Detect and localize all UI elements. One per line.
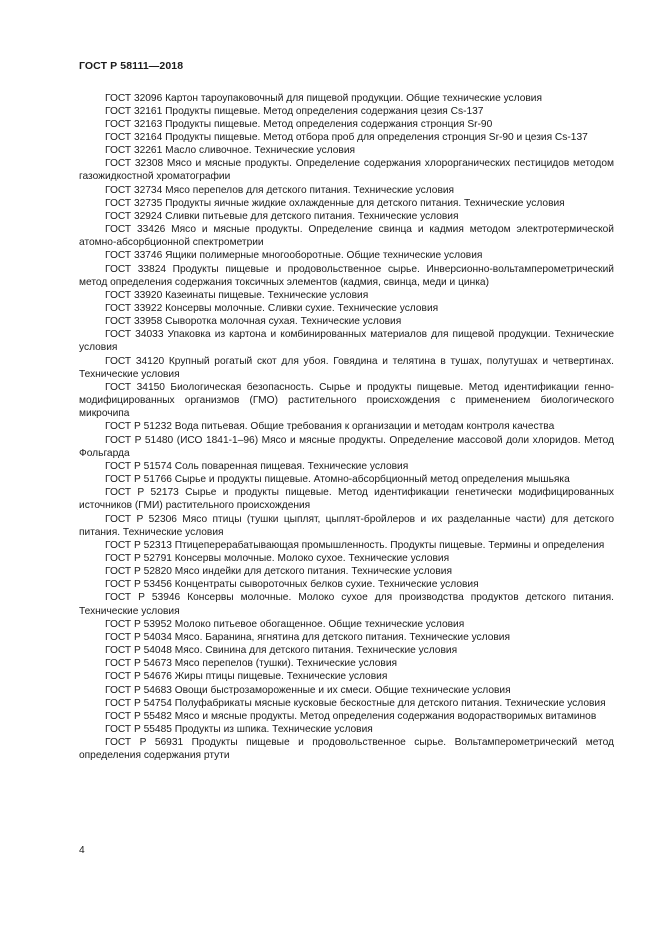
reference-entry: ГОСТ Р 53952 Молоко питьевое обогащенное. Общие технические условия bbox=[105, 618, 465, 630]
reference-entry: ГОСТ 32261 Масло сливочное. Технические условия bbox=[105, 145, 356, 157]
reference-entry: ГОСТ Р 54754 Полуфабрикаты мясные кусковые бескостные для детского питания. Технические условия bbox=[105, 697, 606, 709]
reference-entry: ГОСТ 34150 Биологическая безопасность. Сырье и продукты пищевые. Метод идентификации генно-модифицированных организмов (ГМО) растительного происхождения с применением биологического микрочипа bbox=[79, 381, 614, 420]
reference-entry: ГОСТ Р 52791 Консервы молочные. Молоко сухое. Технические условия bbox=[105, 552, 450, 564]
page-header: ГОСТ Р 58111—2018 bbox=[79, 60, 184, 72]
reference-entry: ГОСТ Р 51574 Соль поваренная пищевая. Технические условия bbox=[105, 460, 409, 472]
reference-entry: ГОСТ 32164 Продукты пищевые. Метод отбора проб для определения стронция Sr-90 и цезия Cs-137 bbox=[105, 131, 588, 143]
reference-entry: ГОСТ Р 54048 Мясо. Свинина для детского питания. Технические условия bbox=[105, 645, 458, 657]
reference-entry: ГОСТ Р 52306 Мясо птицы (тушки цыплят, цыплят-бройлеров и их разделанные части) для детского питания. Технические условия bbox=[79, 513, 614, 538]
reference-entry: ГОСТ 34120 Крупный рогатый скот для убоя. Говядина и телятина в тушах, полутушах и четвертинах. Технические условия bbox=[79, 355, 614, 380]
reference-entry: ГОСТ Р 52173 Сырье и продукты пищевые. Метод идентификации генетически модифицированных источников (ГМИ) растительного происхождения bbox=[79, 487, 614, 512]
reference-entry: ГОСТ 33958 Сыворотка молочная сухая. Технические условия bbox=[105, 316, 402, 328]
reference-entry: ГОСТ Р 54034 Мясо. Баранина, ягнятина для детского питания. Технические условия bbox=[105, 631, 510, 643]
reference-entry: ГОСТ 33746 Ящики полимерные многооборотные. Общие технические условия bbox=[105, 250, 483, 262]
reference-entry: ГОСТ Р 53456 Концентраты сывороточных белков сухие. Технические условия bbox=[105, 579, 479, 591]
reference-entry: ГОСТ Р 51480 (ИСО 1841-1–96) Мясо и мясные продукты. Определение массовой доли хлоридов. Метод Фольгарда bbox=[79, 434, 614, 459]
reference-entry: ГОСТ Р 54683 Овощи быстрозамороженные и их смеси. Общие технические условия bbox=[105, 684, 511, 696]
reference-entry: ГОСТ Р 51766 Сырье и продукты пищевые. Атомно-абсорбционный метод определения мышьяка bbox=[105, 474, 570, 486]
reference-entry: ГОСТ 33824 Продукты пищевые и продовольственное сырье. Инверсионно-вольтамперометрический метод определения содержания токсичных элементов (кадмия, свинца, меди и цинка) bbox=[79, 263, 614, 288]
reference-entry: ГОСТ Р 54673 Мясо перепелов (тушки). Технические условия bbox=[105, 658, 398, 670]
reference-entry: ГОСТ 32734 Мясо перепелов для детского питания. Технические условия bbox=[105, 184, 455, 196]
reference-entry: ГОСТ Р 56931 Продукты пищевые и продовольственное сырье. Вольтамперометрический метод определения содержания ртути bbox=[79, 737, 614, 762]
reference-entry: ГОСТ 34033 Упаковка из картона и комбинированных материалов для пищевой продукции. Технические условия bbox=[79, 329, 614, 354]
reference-entry: ГОСТ Р 55485 Продукты из шпика. Технические условия bbox=[105, 724, 373, 735]
reference-entry: ГОСТ Р 55482 Мясо и мясные продукты. Метод определения содержания водорастворимых витаминов bbox=[105, 710, 597, 722]
page-number: 4 bbox=[79, 845, 85, 856]
reference-entry: ГОСТ 33920 Казеинаты пищевые. Технические условия bbox=[105, 289, 369, 301]
reference-entry: ГОСТ 33922 Консервы молочные. Сливки сухие. Технические условия bbox=[105, 303, 439, 314]
reference-entry: ГОСТ Р 51232 Вода питьевая. Общие требования к организации и методам контроля качества bbox=[105, 421, 555, 433]
reference-entry: ГОСТ Р 54676 Жиры птицы пищевые. Технические условия bbox=[105, 671, 388, 683]
reference-entry: ГОСТ 32924 Сливки питьевые для детского питания. Технические условия bbox=[105, 210, 459, 222]
reference-entry: ГОСТ Р 52820 Мясо индейки для детского питания. Технические условия bbox=[105, 566, 452, 578]
reference-entry: ГОСТ Р 52313 Птицеперерабатывающая промышленность. Продукты пищевые. Термины и определения bbox=[105, 539, 605, 551]
references-list bbox=[79, 92, 614, 763]
reference-entry: ГОСТ Р 53946 Консервы молочные. Молоко сухое для производства продуктов детского питания. Технические условия bbox=[79, 592, 614, 617]
reference-entry: ГОСТ 32308 Мясо и мясные продукты. Определение содержания хлорорганических пестицидов методом газожидкостной хроматографии bbox=[79, 158, 614, 183]
reference-entry: ГОСТ 33426 Мясо и мясные продукты. Определение свинца и кадмия методом электротермической атомно-абсорбционной спектрометрии bbox=[79, 224, 614, 249]
reference-entry: ГОСТ 32163 Продукты пищевые. Метод определения содержания стронция Sr-90 bbox=[105, 118, 493, 130]
reference-entry: ГОСТ 32161 Продукты пищевые. Метод определения содержания цезия Cs-137 bbox=[105, 105, 484, 117]
reference-entry: ГОСТ 32096 Картон тароупаковочный для пищевой продукции. Общие технические условия bbox=[105, 92, 542, 104]
reference-entry: ГОСТ 32735 Продукты яичные жидкие охлажденные для детского питания. Технические условия bbox=[105, 197, 565, 209]
